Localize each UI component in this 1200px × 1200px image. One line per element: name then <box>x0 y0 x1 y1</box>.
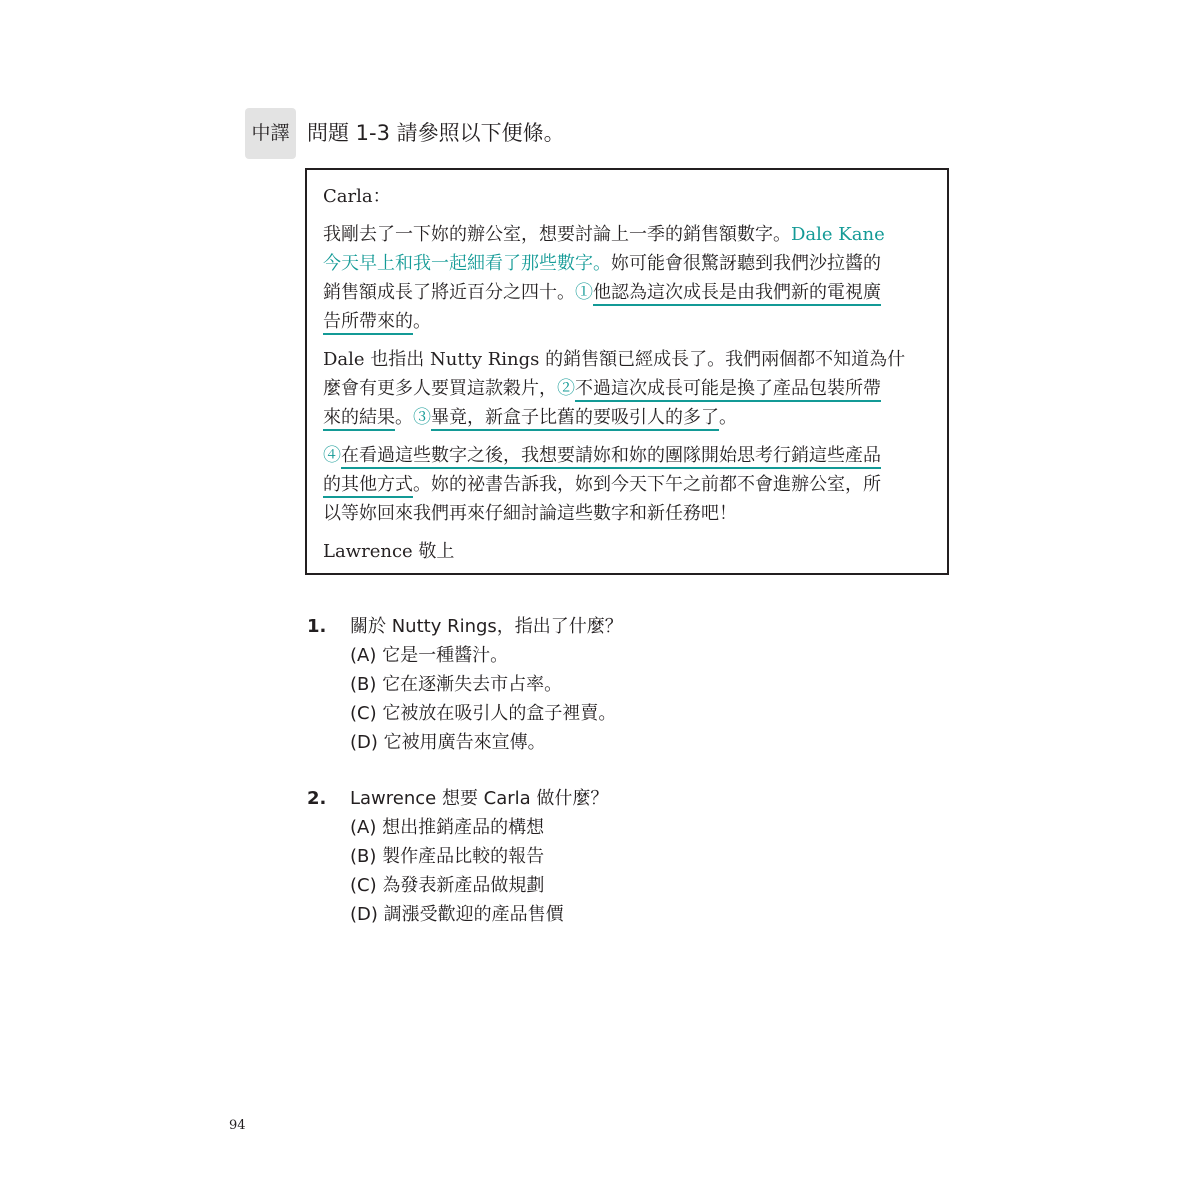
memo-line: 今天早上和我一起細看了那些數字。妳可能會很驚訝聽到我們沙拉醬的 <box>323 253 881 274</box>
memo-signature: Lawrence 敬上 <box>323 541 455 562</box>
memo-line: 銷售額成長了將近百分之四十。①他認為這次成長是由我們新的電視廣 <box>323 278 935 307</box>
memo-line: 的其他方式。妳的祕書告訴我，妳到今天下午之前都不會進辦公室，所 <box>323 470 935 499</box>
answer-option: (D) 它被用廣告來宣傳。 <box>350 732 546 753</box>
answer-option: (B) 製作產品比較的報告 <box>350 846 545 867</box>
page-number: 94 <box>229 1118 246 1133</box>
answer-option: (C) 為發表新產品做規劃 <box>350 875 545 896</box>
highlight-underline: 他認為這次成長是由我們新的電視廣 <box>593 282 881 306</box>
question-number: 2. <box>307 788 327 809</box>
circled-number: ① <box>575 282 593 303</box>
question-number: 1. <box>307 616 327 637</box>
memo-line: 我剛去了一下妳的辦公室，想要討論上一季的銷售額數字。Dale Kane <box>323 224 885 245</box>
memo-box <box>305 168 949 575</box>
translation-badge: 中譯 <box>245 108 296 159</box>
answer-option: (A) 它是一種醬汁。 <box>350 645 509 666</box>
answer-option: (D) 調漲受歡迎的產品售價 <box>350 904 564 925</box>
highlight-underline: 來的結果 <box>323 407 395 431</box>
memo-paragraph-1 <box>323 220 935 336</box>
highlight-underline: 的其他方式 <box>323 474 413 498</box>
memo-line: 告所帶來的。 <box>323 307 935 336</box>
answer-option: (C) 它被放在吸引人的盒子裡賣。 <box>350 703 617 724</box>
section-heading: 問題 1-3 請參照以下便條。 <box>307 121 565 145</box>
highlight-underline: 在看過這些數字之後，我想要請妳和妳的團隊開始思考行銷這些產品 <box>341 445 881 469</box>
highlight-underline: 告所帶來的 <box>323 311 413 335</box>
circled-number: ③ <box>413 407 431 428</box>
memo-line: 麼會有更多人要買這款穀片，②不過這次成長可能是換了產品包裝所帶 <box>323 374 935 403</box>
circled-number: ④ <box>323 445 341 466</box>
answer-option: (A) 想出推銷產品的構想 <box>350 817 545 838</box>
answer-option: (B) 它在逐漸失去市占率。 <box>350 674 563 695</box>
question-text: Lawrence 想要 Carla 做什麼？ <box>350 788 609 809</box>
memo-paragraph-2 <box>323 345 935 432</box>
memo-line <box>323 441 935 470</box>
highlight-underline: 不過這次成長可能是換了產品包裝所帶 <box>575 378 881 402</box>
memo-line: Dale 也指出 Nutty Rings 的銷售額已經成長了。我們兩個都不知道為什 <box>323 349 906 370</box>
memo-line: 來的結果。③畢竟，新盒子比舊的要吸引人的多了。 <box>323 403 935 432</box>
circled-number: ② <box>557 378 575 399</box>
memo-salutation: Carla： <box>323 186 391 207</box>
memo-paragraph-3 <box>323 441 935 528</box>
question-text: 關於 Nutty Rings，指出了什麼？ <box>350 616 623 637</box>
highlight-underline: 畢竟，新盒子比舊的要吸引人的多了 <box>431 407 719 431</box>
memo-line: 以等妳回來我們再來仔細討論這些數字和新任務吧！ <box>323 503 737 524</box>
